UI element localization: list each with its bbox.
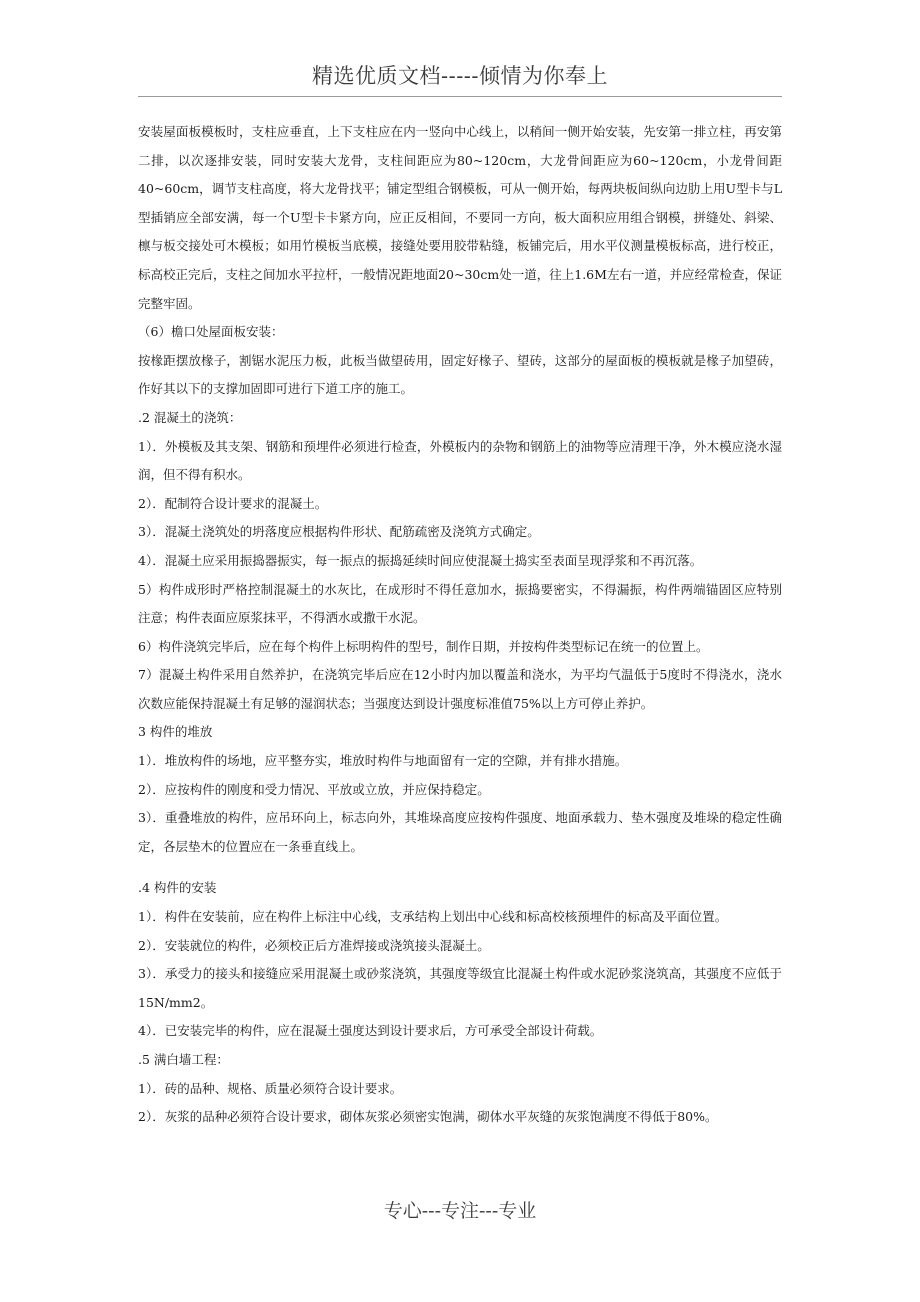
list-item: 2）．安装就位的构件，必须校正后方准焊接或浇筑接头混凝土。 xyxy=(138,937,490,953)
list-item: 1）．外模板及其支架、钢筋和预埋件必须进行检查，外模板内的杂物和钢筋上的油物等应清理干净，外木模应浇水湿润，但不得有积水。 xyxy=(138,438,782,483)
list-item: 5）构件成形时严格控制混凝土的水灰比，在成形时不得任意加水，振捣要密实，不得漏振，构件两端锚固区应特别注意；构件表面应原浆抹平，不得洒水或撒干水泥。 xyxy=(138,581,782,626)
list-item: 2）．灰浆的品种必须符合设计要求，砌体灰浆必须密实饱满，砌体水平灰缝的灰浆饱满度不得低于80%。 xyxy=(138,1109,718,1125)
section-spacer xyxy=(138,861,782,874)
heading-component-stacking: 3 构件的堆放 xyxy=(138,724,213,740)
list-item: 4）．已安装完毕的构件，应在混凝土强度达到设计要求后，方可承受全部设计荷载。 xyxy=(138,1023,603,1039)
list-item: 3）．混凝土浇筑处的坍落度应根据构件形状、配筋疏密及浇筑方式确定。 xyxy=(138,524,540,540)
list-item: 1）．砖的品种、规格、质量必须符合设计要求。 xyxy=(138,1080,403,1096)
list-item: 2）．配制符合设计要求的混凝土。 xyxy=(138,495,328,511)
header-divider xyxy=(138,96,782,97)
list-item: 4）．混凝土应采用振捣器振实，每一振点的振捣延续时间应使混凝土捣实至表面呈现浮浆和不再沉落。 xyxy=(138,552,703,568)
list-item: 2）．应按构件的刚度和受力情况、平放或立放，并应保持稳定。 xyxy=(138,781,490,797)
list-item: 6）构件浇筑完毕后，应在每个构件上标明构件的型号，制作日期，并按构件类型标记在统一的位置上。 xyxy=(138,638,709,654)
list-item: 3）．承受力的接头和接缝应采用混凝土或砂浆浇筑，其强度等级宜比混凝土构件或水泥砂浆浇筑高，其强度不应低于15N/mm2。 xyxy=(138,966,782,1010)
paragraph-eave-panel: 按椽距摆放椽子，割锯水泥压力板，此板当做望砖用，固定好椽子、望砖，这部分的屋面板的模板就是椽子加望砖，作好其以下的支撑加固即可进行下道工序的施工。 xyxy=(138,352,782,397)
list-item: 7）混凝土构件采用自然养护，在浇筑完毕后应在12小时内加以覆盖和浇水，为平均气温低于5度时不得浇水，浇水次数应能保持混凝土有足够的湿润状态；当强度达到设计强度标准值75%以上方可停止养护。 xyxy=(138,667,782,711)
list-item: 1）．堆放构件的场地，应平整夯实，堆放时构件与地面留有一定的空隙，并有排水措施。 xyxy=(138,753,628,769)
heading-eave-panel: （6）檐口处屋面板安装： xyxy=(138,324,284,340)
page-header-title: 精选优质文档-----倾情为你奉上 xyxy=(312,64,608,88)
heading-wall-works: .5 满白墙工程： xyxy=(138,1052,229,1067)
list-item: 1）．构件在安装前，应在构件上标注中心线，支承结构上划出中心线和标高校核预埋件的标高及平面位置。 xyxy=(138,909,728,925)
heading-concrete-pouring: .2 混凝土的浇筑： xyxy=(138,409,242,425)
page-footer-text: 专心---专注---专业 xyxy=(383,1200,537,1222)
list-item: 3）．重叠堆放的构件，应吊环向上，标志向外，其堆垛高度应按构件强度、地面承载力、垫木强度及堆垛的稳定性确定，各层垫木的位置应在一条垂直线上。 xyxy=(138,810,782,854)
heading-component-install: .4 构件的安装 xyxy=(138,880,217,896)
document-body xyxy=(138,118,782,1132)
paragraph-formwork-install: 安装屋面板模板时，支柱应垂直，上下支柱应在内一竖向中心线上，以稍间一侧开始安装，先安第一排立柱，再安第二排，以次逐排安装，同时安装大龙骨，支柱间距应为80~120cm，大龙骨间距应为60~120cm，小龙骨间距40~60cm，调节支柱高度，将大龙骨找平；铺定型组合钢模板，可从一侧开始，每两块板间纵向边肋上用U型卡与L型插销应全部安满，每一个U型卡卡紧方向，应正反相间，不要同一方向，板大面积应用组合钢模，拼缝处、斜梁、檩与板交接处可木模板；如用竹模板当底模，接缝处要用胶带粘缝，板铺完后，用水平仪测量模板标高，进行校正，标高校正完后，支柱之间加水平拉杆，一般情况距地面20~30cm处一道，往上1.6M左右一道，并应经常检查，保证完整牢固。 xyxy=(138,124,782,311)
